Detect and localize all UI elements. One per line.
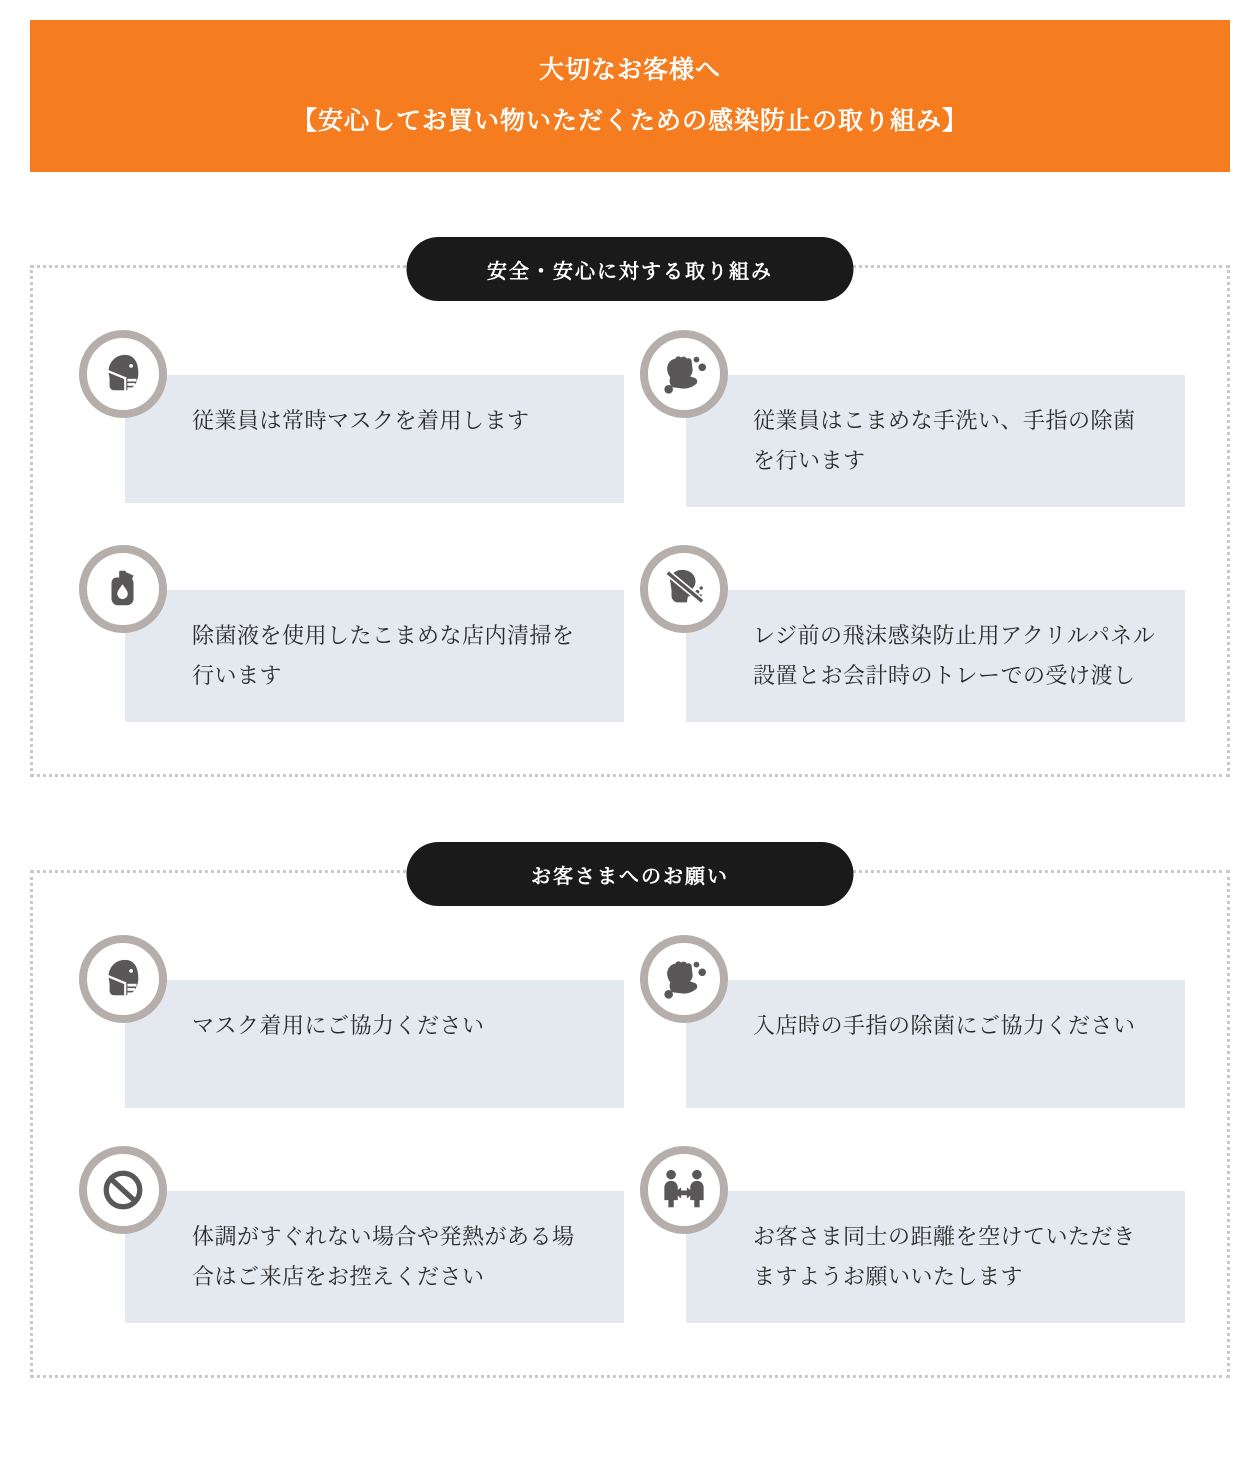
item-text: お客さま同士の距離を空けていただきますようお願いいたします: [753, 1224, 1136, 1289]
item-text-box: [686, 980, 1185, 1108]
no-droplets-icon: [640, 545, 728, 633]
item-text: 除菌液を使用したこまめな店内清掃を行います: [192, 623, 575, 688]
item-text: マスク着用にご協力ください: [192, 1013, 485, 1038]
item-text-box: [686, 590, 1185, 722]
list-item: [125, 545, 624, 722]
mask-face-icon: [79, 330, 167, 418]
item-text-box: [686, 375, 1185, 507]
list-item: [125, 935, 624, 1108]
item-text: 従業員はこまめな手洗い、手指の除菌を行います: [753, 408, 1136, 473]
item-text-box: [125, 590, 624, 722]
section-title-pill: お客さまへのお願い: [407, 842, 854, 906]
item-grid: [125, 330, 1185, 722]
section-title-pill: 安全・安心に対する取り組み: [407, 237, 854, 301]
item-text: 入店時の手指の除菌にご協力ください: [753, 1013, 1136, 1038]
item-text-box: [125, 375, 624, 503]
header-banner: [30, 20, 1230, 172]
item-text: 従業員は常時マスクを着用します: [192, 408, 530, 433]
section-customer-requests: [30, 865, 1230, 1378]
prohibition-icon: [79, 1146, 167, 1234]
item-text-box: [686, 1191, 1185, 1323]
list-item: [686, 1146, 1185, 1323]
item-text-box: [125, 980, 624, 1108]
header-title-line2: 【安心してお買い物いただくための感染防止の取り組み】: [291, 107, 968, 135]
section-safety-measures: [30, 260, 1230, 777]
mask-face-icon: [79, 935, 167, 1023]
social-distance-icon: [640, 1146, 728, 1234]
list-item: [686, 935, 1185, 1108]
header-title-line1: 大切なお客様へ: [538, 56, 721, 84]
item-text: 体調がすぐれない場合や発熱がある場合はご来店をお控えください: [192, 1224, 575, 1289]
item-text: レジ前の飛沫感染防止用アクリルパネル設置とお会計時のトレーでの受け渡し: [753, 623, 1156, 688]
hand-washing-icon: [640, 935, 728, 1023]
item-grid: [125, 935, 1185, 1323]
item-text-box: [125, 1191, 624, 1323]
list-item: [686, 330, 1185, 507]
sanitizer-bottle-icon: [79, 545, 167, 633]
list-item: [125, 1146, 624, 1323]
hand-washing-icon: [640, 330, 728, 418]
list-item: [125, 330, 624, 503]
list-item: [686, 545, 1185, 722]
